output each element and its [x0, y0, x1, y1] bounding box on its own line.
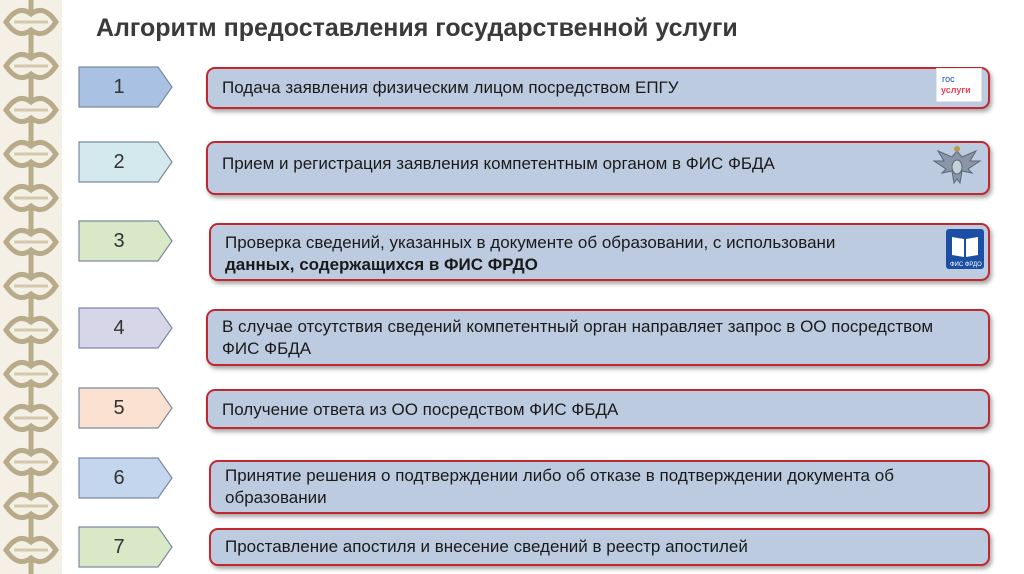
step-5-text: Получение ответа из ОО посредством ФИС ФБДА — [222, 400, 619, 419]
page-title: Алгоритм предоставления государственной услуги — [96, 14, 738, 42]
step-4-text: В случае отсутствия сведений компетентный орган направляет запрос в ОО посредством ФИС ФБДА — [222, 316, 934, 358]
eagle-emblem-icon — [932, 143, 982, 193]
step-3-arrow — [78, 220, 174, 262]
step-5-arrow — [78, 387, 174, 429]
step-4-box — [206, 309, 990, 366]
step-6-box — [209, 460, 990, 514]
step-1-box — [206, 67, 990, 109]
step-7-text: Проставление апостиля и внесение сведений в реестр апостилей — [225, 537, 748, 556]
step-2-text: Прием и регистрация заявления компетентным органом в ФИС ФБДА — [222, 154, 775, 173]
step-1-number: 1 — [113, 75, 125, 98]
step-7-number: 7 — [113, 535, 125, 558]
step-6-text: Принятие решения о подтверждении либо об отказе в подтверждении документа об образовании — [225, 466, 894, 507]
step-3-text-line1: Проверка сведений, указанных в документе об образовании, с использовани — [225, 233, 836, 252]
step-3-box — [209, 223, 990, 281]
svg-text:ФИС ФРДО: ФИС ФРДО — [950, 262, 982, 268]
step-3-text-line2: данных, содержащихся в ФИС ФРДО — [225, 255, 538, 274]
step-5-number: 5 — [113, 396, 125, 419]
step-2-arrow — [78, 141, 174, 183]
fis-frdo-book-icon — [946, 229, 984, 275]
step-1-text: Подача заявления физическим лицом посредством ЕПГУ — [222, 78, 679, 97]
step-2-box — [206, 141, 990, 195]
ornament-border — [0, 0, 62, 574]
gosuslugi-logo-icon — [936, 68, 982, 108]
step-7-arrow — [78, 526, 174, 568]
svg-text:услуги: услуги — [941, 85, 971, 95]
step-6-arrow — [78, 457, 174, 499]
step-5-box — [206, 389, 990, 429]
step-3-number: 3 — [113, 229, 125, 252]
step-4-arrow — [78, 307, 174, 349]
step-2-number: 2 — [113, 150, 125, 173]
step-6-number: 6 — [113, 466, 125, 489]
step-7-box — [209, 528, 990, 566]
step-4-number: 4 — [113, 316, 125, 339]
step-1-arrow — [78, 66, 174, 108]
svg-text:гос: гос — [942, 74, 955, 84]
